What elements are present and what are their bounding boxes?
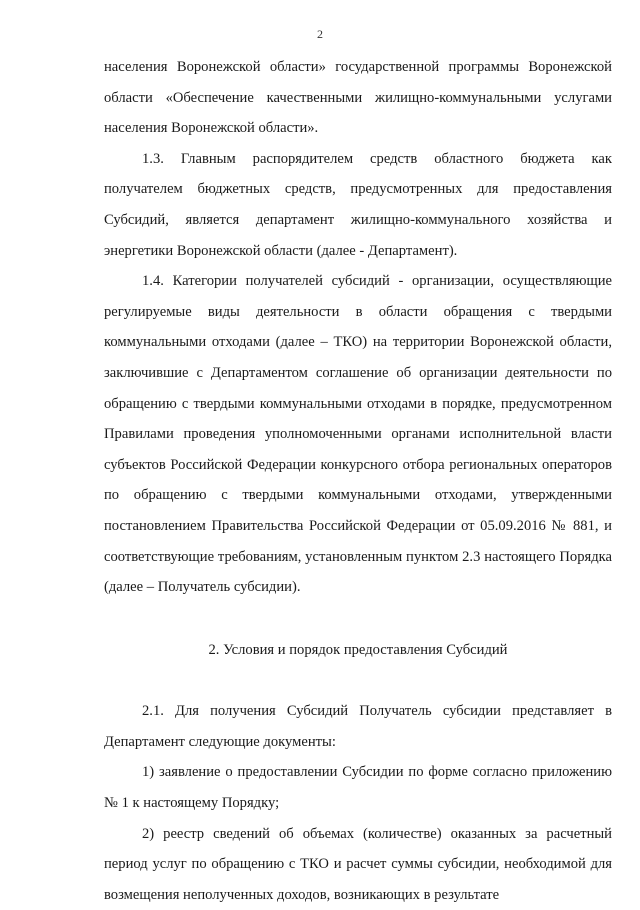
list-item-2: 2) реестр сведений об объемах (количестве) оказанных за расчетный период услуг по обращению с ТКО и расчет суммы субсидии, необходимой для возмещения неполученных доходов, возникающих в результате: [104, 825, 612, 903]
list-item-1: 1) заявление о предоставлении Субсидии по форме согласно приложению № 1 к настоящему Порядку;: [104, 764, 612, 812]
paragraph-2-1: 2.1. Для получения Субсидий Получатель субсидии представляет в Департамент следующие документы:: [104, 703, 612, 750]
section-heading: 2. Условия и порядок предоставления Субсидий: [208, 641, 508, 658]
paragraph-1-3: 1.3. Главным распорядителем средств областного бюджета как получателем бюджетных средств, предусмотренных для предоставления Субсидий, является департамент жилищно-коммунального хозяйства и энергетики Воронежской области (далее - Департамент).: [104, 150, 612, 259]
paragraph-1-4: 1.4. Категории получателей субсидий - организации, осуществляющие регулируемые виды деятельности в области обращения с твердыми коммунальными отходами (далее – ТКО) на территории Воронежской области, заключившие с Департаментом соглашение об организации деятельности по обращению с твердыми коммунальными отходами в порядке, предусмотренном Правилами проведения уполномоченными органами исполнительной власти субъектов Российской Федерации конкурсного отбора региональных операторов по обращению с твердыми коммунальными отходами, утвержденными постановлением Правительства Российской Федерации от 05.09.2016 № 881, и соответствующие требованиям, установленным пунктом 2.3 настоящего Порядка (далее – Получатель субсидии).: [104, 273, 612, 596]
page-number: 2: [317, 27, 323, 41]
paragraph-continuation: населения Воронежской области» государственной программы Воронежской области «Обеспечение качественными жилищно-коммунальными услугами населения Воронежской области».: [104, 59, 612, 137]
document-body: [104, 52, 612, 910]
